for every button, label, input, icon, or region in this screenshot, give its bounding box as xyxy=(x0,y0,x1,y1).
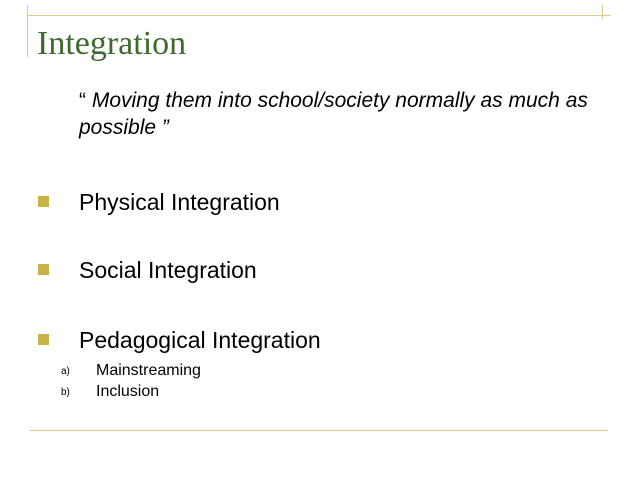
bullet-item xyxy=(0,325,638,355)
definition-quote xyxy=(79,87,599,141)
bullet-item xyxy=(0,187,638,217)
right-vertical-rule xyxy=(602,5,603,19)
bullet-label: Physical Integration xyxy=(79,189,280,215)
bullet-label: Social Integration xyxy=(79,257,257,283)
slide-title: Integration xyxy=(37,25,187,62)
square-bullet-icon xyxy=(38,196,49,207)
square-bullet-icon xyxy=(38,264,49,275)
square-bullet-icon xyxy=(38,334,49,345)
sub-item-marker: a) xyxy=(61,366,70,377)
sub-item-label: Mainstreaming xyxy=(96,362,201,379)
bottom-rule xyxy=(30,430,608,431)
top-rule xyxy=(27,15,611,16)
quote-open-mark: “ xyxy=(79,89,86,112)
sub-list-item xyxy=(0,382,638,402)
bullet-label: Pedagogical Integration xyxy=(79,327,321,353)
sub-item-marker: b) xyxy=(61,387,70,398)
sub-item-label: Inclusion xyxy=(96,383,160,400)
left-vertical-rule xyxy=(27,5,28,57)
sub-list-item xyxy=(0,361,638,381)
quote-text: Moving them into school/society normally as much as possible ” xyxy=(79,89,588,139)
bullet-item xyxy=(0,255,638,285)
